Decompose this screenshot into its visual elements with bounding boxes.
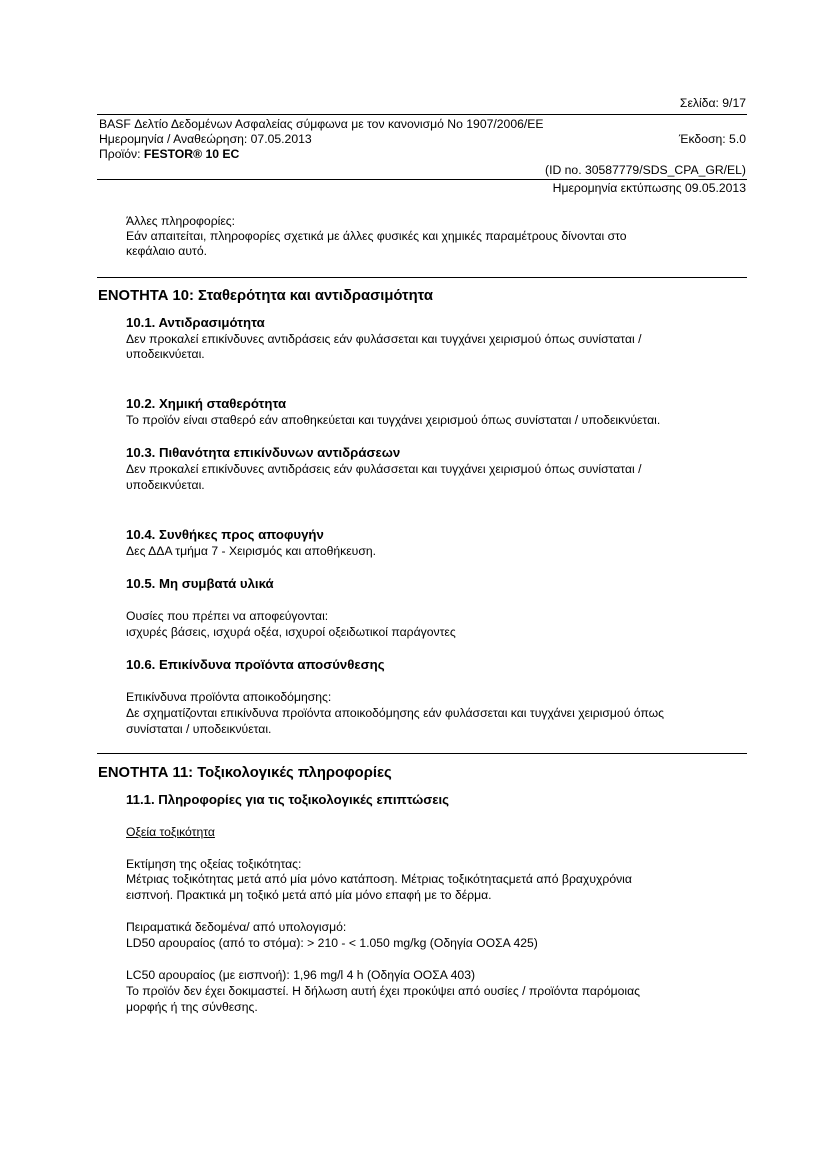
subsection-10-2-title: 10.2. Χημική σταθερότητα xyxy=(126,396,287,411)
subsection-10-6-title: 10.6. Επικίνδυνα προϊόντα αποσύνθεσης xyxy=(126,657,385,672)
body-text: Δες ΔΔΑ τμήμα 7 - Χειρισμός και αποθήκευση. xyxy=(126,544,377,558)
body-text: ισχυρές βάσεις, ισχυρά οξέα, ισχυροί οξειδωτικοί παράγοντες xyxy=(126,625,456,639)
body-text: μορφής ή της σύνθεσης. xyxy=(126,1000,258,1014)
subsection-10-4-title: 10.4. Συνθήκες προς αποφυγήν xyxy=(126,527,324,542)
body-text: υποδεικνύεται. xyxy=(126,347,205,361)
subsection-10-3-title: 10.3. Πιθανότητα επικίνδυνων αντιδράσεων xyxy=(126,445,401,460)
subsection-11-1-title: 11.1. Πληροφορίες για τις τοξικολογικές επιπτώσεις xyxy=(126,792,450,807)
other-info-title: Άλλες πληροφορίες: xyxy=(126,214,236,228)
section-rule xyxy=(97,277,747,278)
ld50-value: LD50 αρουραίος (από το στόμα): > 210 - < 1.050 mg/kg (Οδηγία ΟΟΣΑ 425) xyxy=(126,936,538,950)
body-text: Το προϊόν είναι σταθερό εάν αποθηκεύεται και τυγχάνει χειρισμού όπως συνίσταται / υποδεικνύεται. xyxy=(126,413,661,427)
body-text: συνίσταται / υποδεικνύεται. xyxy=(126,722,272,736)
body-text: Πειραματικά δεδομένα/ από υπολογισμό: xyxy=(126,920,347,934)
section-rule xyxy=(97,753,747,754)
body-text: Δε σχηματίζονται επικίνδυνα προϊόντα αποικοδόμησης εάν φυλάσσεται και τυγχάνει χειρισμού όπως xyxy=(126,706,664,720)
other-info-line: κεφάλαιο αυτό. xyxy=(126,244,207,258)
body-text: Το προϊόν δεν έχει δοκιμαστεί. Η δήλωση αυτή έχει προκύψει από ουσίες / προϊόντα παρόμοιας xyxy=(126,984,641,998)
section-10-title: ΕΝΟΤΗΤΑ 10: Σταθερότητα και αντιδρασιμότητα xyxy=(98,288,433,304)
body-text: Επικίνδυνα προϊόντα αποικοδόμησης: xyxy=(126,690,332,704)
subsection-10-5-title: 10.5. Μη συμβατά υλικά xyxy=(126,576,274,591)
version: Έκδοση: 5.0 xyxy=(678,132,746,146)
header-rule xyxy=(97,114,747,115)
body-text: Δεν προκαλεί επικίνδυνες αντιδράσεις εάν φυλάσσεται και τυγχάνει χειρισμού όπως συνίσταται / xyxy=(126,332,642,346)
body-text: Δεν προκαλεί επικίνδυνες αντιδράσεις εάν φυλάσσεται και τυγχάνει χειρισμού όπως συνίσταται / xyxy=(126,462,642,476)
product-name: FESTOR® 10 EC xyxy=(143,147,240,161)
revision-date: Ημερομηνία / Αναθεώρηση: 07.05.2013 xyxy=(99,132,312,146)
id-number: (ID no. 30587779/SDS_CPA_GR/EL) xyxy=(545,163,746,177)
body-text: υποδεικνύεται. xyxy=(126,478,205,492)
subsection-10-1-title: 10.1. Αντιδρασιμότητα xyxy=(126,315,265,330)
acute-toxicity-label: Οξεία τοξικότητα xyxy=(126,825,215,839)
body-text: Μέτριας τοξικότητας μετά από μία μόνο κατάποση. Μέτριας τοξικότηταςμετά από βραχυχρόνια xyxy=(126,872,632,886)
page-number: Σελίδα: 9/17 xyxy=(679,96,746,110)
lc50-value: LC50 αρουραίος (με εισπνοή): 1,96 mg/l 4 h (Οδηγία ΟΟΣΑ 403) xyxy=(126,968,476,982)
product-label: Προϊόν: xyxy=(99,147,144,161)
product-line xyxy=(99,147,239,163)
body-text: Εκτίμηση της οξείας τοξικότητας: xyxy=(126,857,302,871)
print-date: Ημερομηνία εκτύπωσης 09.05.2013 xyxy=(552,181,746,195)
header-title: BASF Δελτίο Δεδομένων Ασφαλείας σύμφωνα με τον κανονισμό Νο 1907/2006/ΕΕ xyxy=(99,117,544,131)
header-rule-2 xyxy=(97,179,747,180)
body-text: Ουσίες που πρέπει να αποφεύγονται: xyxy=(126,609,329,623)
other-info-line: Εάν απαιτείται, πληροφορίες σχετικά με άλλες φυσικές και χημικές παραμέτρους δίνονται στο xyxy=(126,229,627,243)
body-text: εισπνοή. Πρακτικά μη τοξικό μετά από μία μόνο επαφή με το δέρμα. xyxy=(126,888,492,902)
section-11-title: ΕΝΟΤΗΤΑ 11: Τοξικολογικές πληροφορίες xyxy=(98,765,392,781)
